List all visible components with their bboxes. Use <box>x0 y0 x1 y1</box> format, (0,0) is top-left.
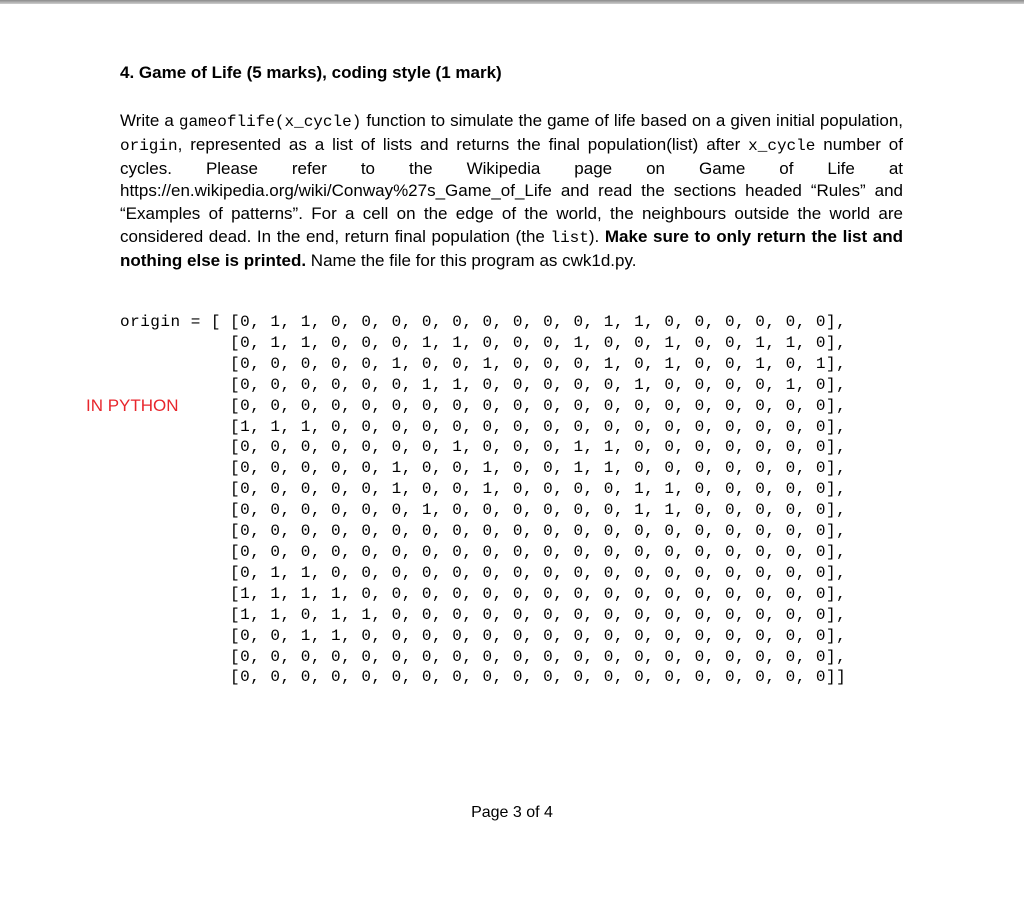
code-row <box>120 667 846 688</box>
page-top-edge <box>0 0 1024 4</box>
code-row-values: [0, 0, 0, 0, 0, 1, 0, 0, 1, 0, 0, 0, 0, 1, 1, 0, 0, 0, 0, 0], <box>230 480 847 499</box>
code-row <box>120 521 846 542</box>
code-row <box>120 458 846 479</box>
code-row-values: [0, 1, 1, 0, 0, 0, 0, 0, 0, 0, 0, 0, 1, 1, 0, 0, 0, 0, 0, 0], <box>230 313 847 331</box>
code-row <box>120 626 846 647</box>
code-row-values: [0, 0, 0, 0, 0, 0, 0, 0, 0, 0, 0, 0, 0, 0, 0, 0, 0, 0, 0, 0], <box>230 647 847 666</box>
code-row-values: [1, 1, 0, 1, 1, 0, 0, 0, 0, 0, 0, 0, 0, 0, 0, 0, 0, 0, 0, 0], <box>230 605 847 624</box>
code-row-values: [0, 0, 1, 1, 0, 0, 0, 0, 0, 0, 0, 0, 0, 0, 0, 0, 0, 0, 0, 0], <box>230 626 847 645</box>
code-row <box>120 605 846 626</box>
paragraph-run-6: number of cycles. Please refer to the Wikipedia page on Game of Life at https://en.wikipedia.org/wiki/Conway%27s_Game_of_Life and read the sections headed “Rules” and “Examples of patterns”. For a cell on the edge of the world, the neighbours outside the world are considered dead. In the end, return final population (the <box>120 134 903 246</box>
code-row <box>120 417 846 438</box>
code-row <box>120 333 846 354</box>
paragraph-run-8: ). <box>588 226 605 246</box>
paragraph-run-2: function to simulate the game of life based on a given initial population, <box>361 111 903 130</box>
code-row <box>120 437 846 458</box>
code-row <box>120 563 846 584</box>
code-row-values: [0, 0, 0, 0, 0, 0, 1, 0, 0, 0, 0, 0, 0, 1, 1, 0, 0, 0, 0, 0], <box>230 501 847 520</box>
code-row <box>120 500 846 521</box>
code-row-values: [0, 0, 0, 0, 0, 0, 0, 0, 0, 0, 0, 0, 0, 0, 0, 0, 0, 0, 0, 0]] <box>230 668 847 687</box>
code-row-values: [0, 1, 1, 0, 0, 0, 1, 1, 0, 0, 0, 1, 0, 0, 1, 0, 0, 1, 1, 0], <box>230 333 847 352</box>
question-heading: 4. Game of Life (5 marks), coding style (1 mark) <box>120 63 502 82</box>
code-row-values: [1, 1, 1, 1, 0, 0, 0, 0, 0, 0, 0, 0, 0, 0, 0, 0, 0, 0, 0, 0], <box>230 584 847 603</box>
code-row-values: [0, 0, 0, 0, 0, 0, 0, 0, 0, 0, 0, 0, 0, 0, 0, 0, 0, 0, 0, 0], <box>230 542 847 561</box>
code-row-values: [0, 0, 0, 0, 0, 1, 0, 0, 1, 0, 0, 1, 1, 0, 0, 0, 0, 0, 0, 0], <box>230 459 847 478</box>
in-python-annotation: IN PYTHON <box>86 396 179 415</box>
paragraph-run-4: , represented as a list of lists and returns the final population(list) after <box>177 134 749 154</box>
code-row <box>120 479 846 500</box>
code-row <box>120 542 846 563</box>
origin-code-block <box>120 312 846 688</box>
paragraph-run-1: gameoflife(x_cycle) <box>178 113 362 131</box>
code-row <box>120 396 846 417</box>
code-row-values: [1, 1, 1, 0, 0, 0, 0, 0, 0, 0, 0, 0, 0, 0, 0, 0, 0, 0, 0, 0], <box>230 417 847 436</box>
code-row <box>120 354 846 375</box>
page-number: Page 3 of 4 <box>471 804 553 821</box>
paragraph-run-3: origin <box>120 136 178 155</box>
paragraph-run-7: list <box>550 228 589 247</box>
paragraph-run-10: Name the file for this program as cwk1d.py. <box>306 250 637 270</box>
paragraph-run-5: x_cycle <box>748 136 816 155</box>
paragraph-run-0: Write a <box>120 111 179 130</box>
code-row <box>120 375 846 396</box>
code-row-values: [0, 0, 0, 0, 0, 0, 1, 1, 0, 0, 0, 0, 0, 1, 0, 0, 0, 0, 1, 0], <box>230 375 847 394</box>
paragraph-run-9: Make sure to only return the list and nothing else is printed. <box>120 226 903 270</box>
code-row-values: [0, 1, 1, 0, 0, 0, 0, 0, 0, 0, 0, 0, 0, 0, 0, 0, 0, 0, 0, 0], <box>230 563 847 582</box>
code-row <box>120 584 846 605</box>
code-row-values: [0, 0, 0, 0, 0, 1, 0, 0, 1, 0, 0, 0, 1, 0, 1, 0, 0, 1, 0, 1], <box>230 354 847 373</box>
code-row-values: [0, 0, 0, 0, 0, 0, 0, 0, 0, 0, 0, 0, 0, 0, 0, 0, 0, 0, 0, 0], <box>230 522 847 541</box>
code-row <box>120 647 846 668</box>
code-row <box>120 312 846 333</box>
code-row-values: [0, 0, 0, 0, 0, 0, 0, 1, 0, 0, 0, 1, 1, 0, 0, 0, 0, 0, 0, 0], <box>230 438 847 457</box>
code-assignment: origin = [ <box>120 313 222 331</box>
code-row-values: [0, 0, 0, 0, 0, 0, 0, 0, 0, 0, 0, 0, 0, 0, 0, 0, 0, 0, 0, 0], <box>230 396 847 415</box>
question-paragraph <box>120 110 903 273</box>
